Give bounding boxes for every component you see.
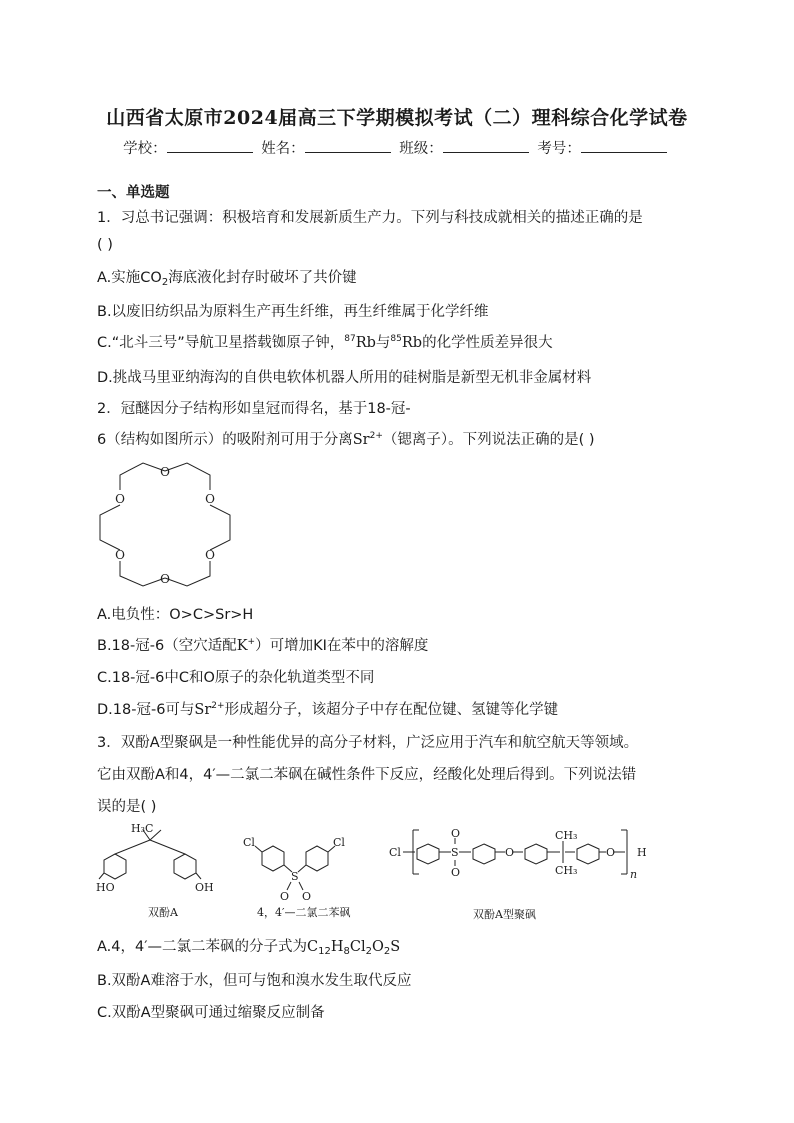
polymer-chlorine: Cl [389, 846, 401, 859]
polymer-methyl-top: CH₃ [555, 829, 578, 842]
polymer-caption: 双酚A型聚砜 [473, 908, 536, 921]
bpa-caption: 双酚A [148, 906, 178, 919]
q1-stem-line2: ( ) [97, 237, 113, 253]
school-blank[interactable] [167, 138, 253, 153]
q3-stem-line1: 3．双酚A型聚砜是一种性能优异的高分子材料，广泛应用于汽车和航空航天等领域。 [97, 735, 639, 751]
bpa-methyl-label: H₃C [131, 822, 154, 835]
student-info-line [0, 137, 794, 158]
dcs-oxygen-left: O [280, 890, 290, 903]
q1-stem-line1: 1．习总书记强调：积极培育和发展新质生产力。下列与科技成就相关的描述正确的是 [97, 210, 643, 226]
crown-oxygen: O [160, 465, 170, 479]
crown-oxygen: O [115, 548, 125, 562]
q2-stem-line1: 2．冠醚因分子结构形如皇冠而得名，基于18-冠- [97, 401, 411, 417]
crown-oxygen: O [205, 548, 215, 562]
q2-stem-line2: 6（结构如图所示）的吸附剂可用于分离$Sr^{2+}$（锶离子）。下列说法正确的是( ) [97, 431, 595, 448]
polymer-terminal-o: O [606, 846, 616, 859]
polymer-methyl-bottom: CH₃ [555, 864, 578, 877]
polymer-sulfur: S [451, 846, 459, 859]
polymer-terminal-h: H [637, 846, 647, 859]
q3-option-b: B.双酚A难溶于水，但可与饱和溴水发生取代反应 [97, 973, 412, 989]
bpa-hydroxyl-right: OH [195, 881, 214, 894]
bpa-hydroxyl-left: HO [96, 881, 115, 894]
dcs-sulfur: S [291, 870, 299, 883]
dcs-caption: 4，4′—二氯二苯砜 [257, 906, 351, 919]
exam-no-label: 考号： [537, 141, 581, 157]
q3-option-a: A.4，4′—二氯二苯砜的分子式为$C_{12}H_8Cl_2O_2S$ [97, 939, 401, 957]
dcs-chlorine-right: Cl [333, 836, 345, 849]
section-heading: 一、单选题 [97, 185, 170, 201]
q1-option-b: B.以废旧纺织品为原料生产再生纤维，再生纤维属于化学纤维 [97, 304, 489, 320]
crown-ether-figure [90, 458, 250, 593]
crown-oxygen: O [160, 572, 170, 586]
polymer-sulfonyl-o-top: O [451, 827, 461, 840]
q1-option-d: D.挑战马里亚纳海沟的自供电软体机器人所用的硅树脂是新型无机非金属材料 [97, 370, 592, 386]
polymer-sulfonyl-o-bottom: O [451, 866, 461, 879]
name-blank[interactable] [305, 138, 391, 153]
polymer-ether-o: O [505, 846, 515, 859]
dcs-oxygen-right: O [302, 890, 312, 903]
q1-option-a: A.实施$CO_2$海底液化封存时破坏了共价键 [97, 270, 357, 288]
formula-c: C [307, 939, 319, 955]
q2-option-c: C.18-冠-6中C和O原子的杂化轨道类型不同 [97, 670, 375, 686]
class-label: 班级： [399, 141, 443, 157]
q3-stem-line2: 它由双酚A和4，4′—二氯二苯砜在碱性条件下反应，经酸化处理后得到。下列说法错 [97, 767, 637, 783]
q3-structures-figure [95, 822, 665, 927]
q2-option-b: B.18-冠-6（空穴适配K+）可增加KI在苯中的溶解度 [97, 637, 429, 654]
q3-stem-line3: 误的是( ) [97, 799, 157, 815]
crown-oxygen: O [115, 492, 125, 506]
q2-option-d: D.18-冠-6可与$Sr^{2+}$形成超分子，该超分子中存在配位键、氢键等化学键 [97, 701, 559, 718]
q1-option-c: C.“北斗三号”导航卫星搭载铷原子钟，$^{87}$Rb与$^{85}$Rb的化学性质差异很大 [97, 334, 553, 351]
crown-oxygen: O [205, 492, 215, 506]
class-blank[interactable] [443, 138, 529, 153]
name-label: 姓名： [261, 141, 305, 157]
school-label: 学校： [123, 141, 167, 157]
q2-option-a: A.电负性：O>C>Sr>H [97, 607, 254, 623]
polymer-subscript-n: n [630, 868, 638, 881]
q3-option-c: C.双酚A型聚砜可通过缩聚反应制备 [97, 1005, 325, 1021]
exam-no-blank[interactable] [581, 138, 667, 153]
exam-title: 山西省太原市2024届高三下学期模拟考试（二）理科综合化学试卷 [106, 107, 688, 129]
dcs-chlorine-left: Cl [243, 836, 255, 849]
